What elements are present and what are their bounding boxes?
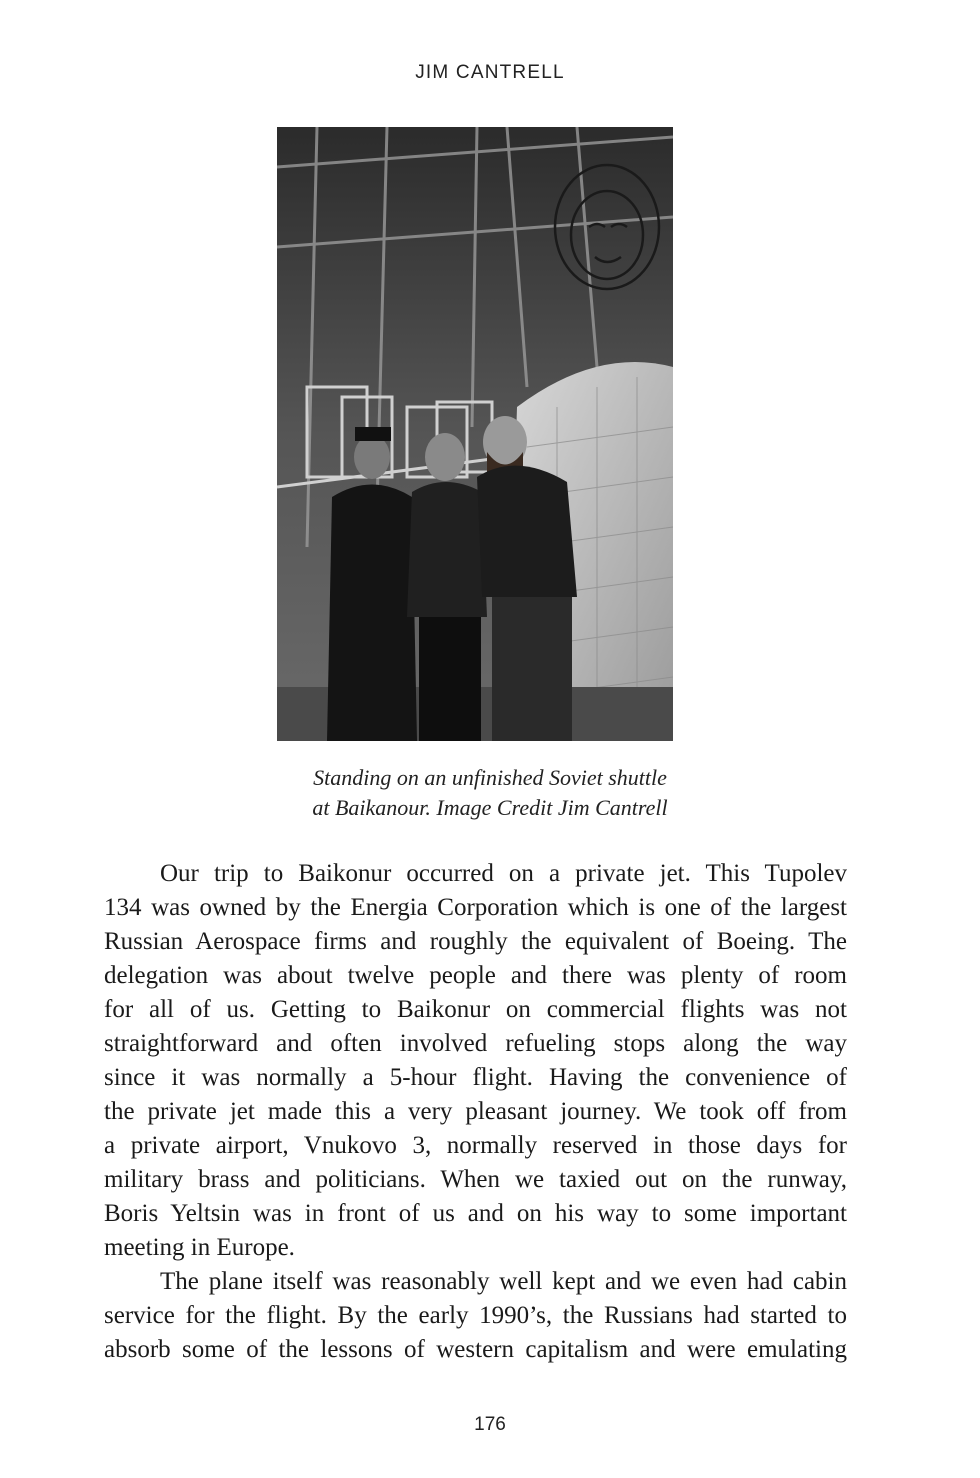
paragraph-1-line: straightforward and often involved refueling stops along the way — [104, 1030, 847, 1057]
paragraph-1-line: 134 was owned by the Energia Corporation which is one of the largest — [104, 894, 847, 921]
paragraph-1-line: Boris Yeltsin was in front of us and on his way to some important — [104, 1200, 847, 1227]
paragraph-1-line: the private jet made this a very pleasant journey. We took off from — [104, 1098, 847, 1125]
caption-line: Standing on an unfinished Soviet shuttle — [313, 765, 667, 790]
paragraph-1-line: Russian Aerospace firms and roughly the equivalent of Boeing. The — [104, 928, 847, 955]
caption-line: at Baikanour. Image Credit Jim Cantrell — [312, 795, 668, 820]
paragraph-1-line: since it was normally a 5-hour flight. Having the convenience of — [104, 1064, 847, 1091]
paragraph-1-line: for all of us. Getting to Baikonur on commercial flights was not — [104, 996, 847, 1023]
paragraph-1-line: delegation was about twelve people and there was plenty of room — [104, 962, 847, 989]
paragraph-2-line: service for the flight. By the early 1990’s, the Russians had started to — [104, 1302, 847, 1329]
shuttle-photo-illustration — [277, 127, 673, 741]
running-header: JIM CANTRELL — [415, 62, 565, 83]
figure-caption — [0, 763, 980, 823]
paragraph-1-line: Our trip to Baikonur occurred on a private jet. This Tupolev — [160, 860, 847, 887]
page-number: 176 — [474, 1414, 506, 1435]
paragraph-1-line: meeting in Europe. — [104, 1234, 295, 1261]
shuttle-photo — [277, 127, 673, 741]
body-text — [104, 857, 847, 1367]
paragraph-1-line: military brass and politicians. When we taxied out on the runway, — [104, 1166, 847, 1193]
paragraph-2-line: absorb some of the lessons of western capitalism and were emulating — [104, 1336, 847, 1363]
paragraph-1-line: a private airport, Vnukovo 3, normally reserved in those days for — [104, 1132, 847, 1159]
paragraph-2-line: The plane itself was reasonably well kept and we even had cabin — [160, 1268, 847, 1295]
